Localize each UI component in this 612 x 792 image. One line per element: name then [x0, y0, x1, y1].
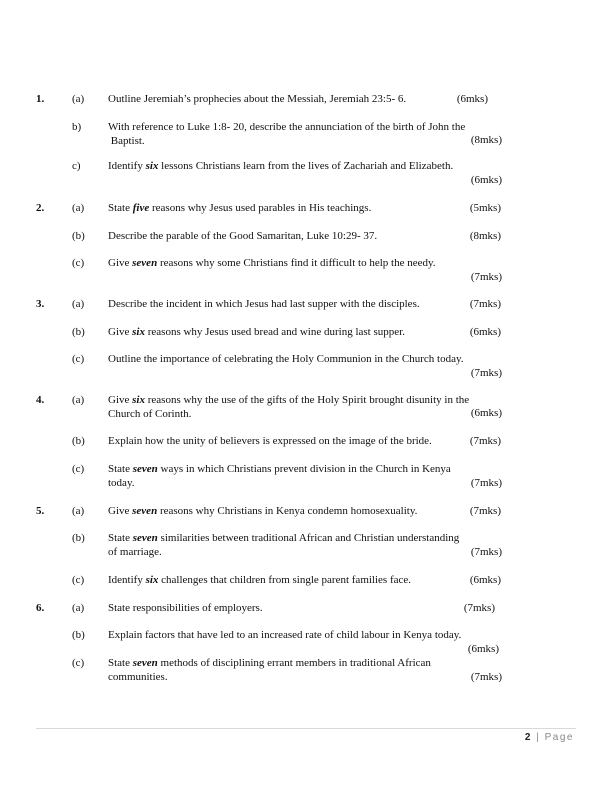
question-text-segment: State — [108, 202, 133, 214]
footer-divider — [36, 728, 576, 729]
question-text — [108, 463, 508, 490]
marks-allocation: (7mks) — [469, 505, 501, 517]
marks-allocation: (7mks) — [470, 671, 502, 683]
question-text-segment: Give — [108, 505, 133, 517]
part-label: (a) — [72, 505, 85, 517]
question-text-segment: reasons why Jesus used bread and wine during last supper. — [144, 326, 405, 338]
question-text-segment: State — [108, 657, 133, 669]
question-text-segment: Give — [108, 394, 133, 406]
emphasis-word: six — [145, 160, 159, 172]
question-number: 1. — [36, 93, 45, 105]
part-label: (b) — [72, 326, 85, 338]
page-footer — [525, 732, 574, 743]
question-text-segment: reasons why some Christians find it difficult to help the needy. — [157, 257, 436, 269]
part-label: (a) — [72, 394, 85, 406]
question-text-segment: lessons Christians learn from the lives of Zachariah and Elizabeth. — [158, 160, 454, 172]
question-text — [108, 93, 508, 107]
question-text-segment: challenges that children from single parent families face. — [158, 574, 412, 586]
question-text-segment: State responsibilities of employers. — [108, 602, 263, 614]
marks-allocation: (6mks) — [469, 326, 501, 338]
marks-allocation: (7mks) — [470, 271, 502, 283]
question-text-segment: ways in which Christians prevent division in the Church in Kenya today. — [108, 463, 451, 489]
emphasis-word: seven — [132, 532, 158, 544]
question-text-segment: With reference to Luke 1:8- 20, describe the annunciation of the birth of John the Baptist. — [108, 121, 466, 147]
question-text — [108, 574, 508, 588]
part-label: (c) — [72, 574, 85, 586]
question-text — [108, 160, 508, 174]
question-number: 5. — [36, 505, 45, 517]
part-label: (c) — [72, 657, 85, 669]
question-text-segment: Describe the parable of the Good Samaritan, Luke 10:29- 37. — [108, 230, 378, 242]
question-text — [108, 505, 508, 519]
question-text-segment: Explain factors that have led to an increased rate of child labour in Kenya today. — [108, 629, 462, 641]
emphasis-word: six — [132, 326, 145, 338]
question-text — [108, 202, 508, 216]
question-text — [108, 230, 508, 244]
part-label: (b) — [72, 230, 85, 242]
question-text — [108, 326, 508, 340]
question-text — [108, 394, 508, 421]
emphasis-word: six — [132, 394, 145, 406]
question-text — [108, 257, 508, 271]
question-text-segment: Give — [108, 326, 133, 338]
part-label: (b) — [72, 532, 85, 544]
marks-allocation: (7mks) — [470, 477, 502, 489]
question-text — [108, 657, 508, 684]
page-label: Page — [544, 732, 574, 743]
part-label: (a) — [72, 93, 85, 105]
marks-allocation: (7mks) — [469, 298, 501, 310]
marks-allocation: (6mks) — [470, 174, 502, 186]
marks-allocation: (5mks) — [469, 202, 501, 214]
question-text-segment: reasons why the use of the gifts of the Holy Spirit brought disunity in the Church of Corinth. — [108, 394, 470, 420]
marks-allocation: (6mks) — [456, 93, 488, 105]
emphasis-word: seven — [132, 505, 158, 517]
question-text-segment: Identify — [108, 574, 146, 586]
part-label: (c) — [72, 257, 85, 269]
question-number: 3. — [36, 298, 45, 310]
question-text-segment: methods of disciplining errant members in traditional African communities. — [108, 657, 431, 683]
part-label: (c) — [72, 463, 85, 475]
marks-allocation: (7mks) — [463, 602, 495, 614]
question-text-segment: Give — [108, 257, 133, 269]
marks-allocation: (8mks) — [469, 230, 501, 242]
marks-allocation: (7mks) — [470, 367, 502, 379]
question-text — [108, 121, 508, 148]
question-text — [108, 629, 508, 643]
marks-allocation: (7mks) — [469, 435, 501, 447]
question-text-segment: reasons why Jesus used parables in His teachings. — [149, 202, 372, 214]
question-text — [108, 532, 508, 559]
emphasis-word: five — [132, 202, 150, 214]
part-label: (b) — [72, 629, 85, 641]
question-text — [108, 298, 508, 312]
part-label: b) — [72, 121, 82, 133]
marks-allocation: (8mks) — [470, 134, 502, 146]
page-number: 2 — [524, 732, 532, 743]
question-text — [108, 353, 508, 367]
question-text — [108, 602, 508, 616]
question-text-segment: Outline the importance of celebrating the Holy Communion in the Church today. — [108, 353, 464, 365]
emphasis-word: six — [145, 574, 159, 586]
question-text-segment: State — [108, 532, 133, 544]
emphasis-word: seven — [132, 657, 158, 669]
question-text-segment: similarities between traditional African and Christian understanding of marriage. — [108, 532, 460, 558]
part-label: (b) — [72, 435, 85, 447]
marks-allocation: (6mks) — [467, 643, 499, 655]
part-label: c) — [72, 160, 81, 172]
marks-allocation: (6mks) — [470, 407, 502, 419]
question-text — [108, 435, 508, 449]
part-label: (a) — [72, 298, 85, 310]
marks-allocation: (6mks) — [469, 574, 501, 586]
question-text-segment: Describe the incident in which Jesus had last supper with the disciples. — [108, 298, 420, 310]
part-label: (c) — [72, 353, 85, 365]
question-text-segment: reasons why Christians in Kenya condemn homosexuality. — [157, 505, 418, 517]
question-number: 2. — [36, 202, 45, 214]
marks-allocation: (7mks) — [470, 546, 502, 558]
part-label: (a) — [72, 202, 85, 214]
part-label: (a) — [72, 602, 85, 614]
question-text-segment: Identify — [108, 160, 146, 172]
question-text-segment: Outline Jeremiah’s prophecies about the Messiah, Jeremiah 23:5- 6. — [108, 93, 407, 105]
question-number: 6. — [36, 602, 45, 614]
emphasis-word: seven — [132, 463, 158, 475]
question-text-segment: State — [108, 463, 133, 475]
footer-separator: | — [536, 732, 541, 743]
question-text-segment: Explain how the unity of believers is expressed on the image of the bride. — [108, 435, 432, 447]
emphasis-word: seven — [132, 257, 158, 269]
question-number: 4. — [36, 394, 45, 406]
